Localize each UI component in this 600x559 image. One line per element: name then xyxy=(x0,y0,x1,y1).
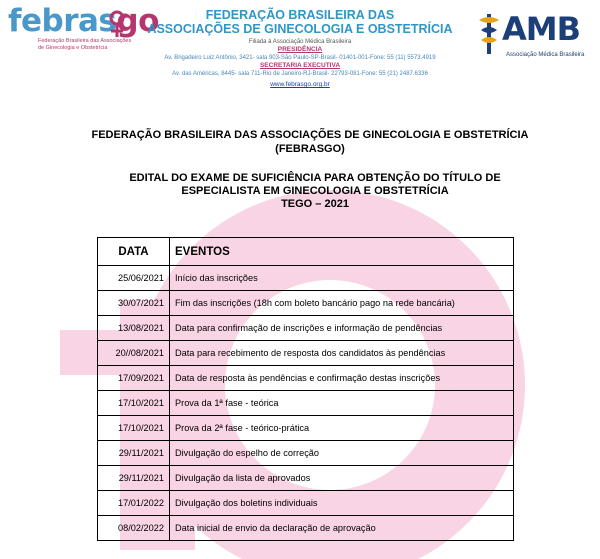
table-row xyxy=(98,416,514,441)
date-column-header: DATA xyxy=(98,238,170,266)
amb-wordmark: AMB xyxy=(502,10,580,48)
row-date: 29/11/2021 xyxy=(98,441,170,466)
row-date: 17/10/2021 xyxy=(98,391,170,416)
row-date: 17/10/2021 xyxy=(98,416,170,441)
table-row xyxy=(98,291,514,316)
website-link[interactable]: www.febrasgo.org.br xyxy=(270,81,330,88)
row-date: 08/02/2022 xyxy=(98,516,170,541)
row-event: Fim das inscrições (18h com boleto bancário pago na rede bancária) xyxy=(170,291,514,316)
row-date: 25/06/2021 xyxy=(98,266,170,291)
amb-tagline: Associação Médica Brasileira xyxy=(506,52,585,58)
table-row xyxy=(98,366,514,391)
table-row xyxy=(98,441,514,466)
table-row xyxy=(98,516,514,541)
org-title-line1: FEDERAÇÃO BRASILEIRA DAS xyxy=(205,8,395,22)
schedule-table xyxy=(97,237,514,541)
presidency-address: Av. Brigadeiro Luiz Antônio, 3421- sala 903-São Paulo-SP-Brasil- 01401-001-Fone: 55 (11) 5573.4919 xyxy=(164,55,436,61)
amb-logo xyxy=(476,10,596,62)
row-event: Prova da 1ª fase - teórica xyxy=(170,391,514,416)
events-column-header: EVENTOS xyxy=(170,238,514,266)
table-row xyxy=(98,266,514,291)
row-event: Prova da 2ª fase - teórico-prática xyxy=(170,416,514,441)
row-date: 17/01/2022 xyxy=(98,491,170,516)
table-header-row xyxy=(98,238,514,266)
presidency-label: PRESIDÊNCIA xyxy=(277,46,323,53)
row-date: 30/07/2021 xyxy=(98,291,170,316)
edital-title xyxy=(110,172,520,211)
row-event: Divulgação da lista de aprovados xyxy=(170,466,514,491)
secretariat-address: Av. das Américas, 8445- sala 711-Rio de Janeiro-RJ-Brasil- 22793-081-Fone: 55 (21) 2487.6336 xyxy=(172,71,428,77)
row-event: Data para confirmação de inscrições e informação de pendências xyxy=(170,316,514,341)
row-date: 17/09/2021 xyxy=(98,366,170,391)
row-event: Divulgação dos boletins individuais xyxy=(170,491,514,516)
table-row xyxy=(98,466,514,491)
table-row xyxy=(98,316,514,341)
row-event: Início das inscrições xyxy=(170,266,514,291)
edital-line2: ESPECIALISTA EM GINECOLOGIA E OBSTETRÍCIA xyxy=(181,185,449,197)
row-event: Divulgação do espelho de correção xyxy=(170,441,514,466)
febrasgo-tagline: Federação Brasileira das Associações de Ginecologia e Obstetrícia xyxy=(38,38,132,51)
affiliation-text: Filiada à Associação Médica Brasileira xyxy=(248,39,352,45)
row-event: Data de resposta às pendências e confirmação destas inscrições xyxy=(170,366,514,391)
document-title: FEDERAÇÃO BRASILEIRA DAS ASSOCIAÇÕES DE GINECOLOGIA E OBSTETRÍCIA (FEBRASGO) xyxy=(91,129,529,155)
letterhead xyxy=(110,8,490,89)
febrasgo-wordmark: febrasgo xyxy=(8,3,159,39)
row-event: Data inicial de envio da declaração de aprovação xyxy=(170,516,514,541)
caduceus-icon xyxy=(476,12,502,56)
row-date: 29/11/2021 xyxy=(98,466,170,491)
row-date: 13/08/2021 xyxy=(98,316,170,341)
row-event: Data para recebimento de resposta dos candidatos às pendências xyxy=(170,341,514,366)
org-title-line2: ASSOCIAÇÕES DE GINECOLOGIA E OBSTETRÍCIA xyxy=(147,22,453,36)
table-row xyxy=(98,491,514,516)
row-date: 20//08/2021 xyxy=(98,341,170,366)
edital-line1: EDITAL DO EXAME DE SUFICIÊNCIA PARA OBTENÇÃO DO TÍTULO DE xyxy=(129,172,501,184)
edital-line3: TEGO – 2021 xyxy=(281,198,349,210)
table-row xyxy=(98,341,514,366)
secretariat-label: SECRETARIA EXECUTIVA xyxy=(259,62,341,69)
table-row xyxy=(98,391,514,416)
